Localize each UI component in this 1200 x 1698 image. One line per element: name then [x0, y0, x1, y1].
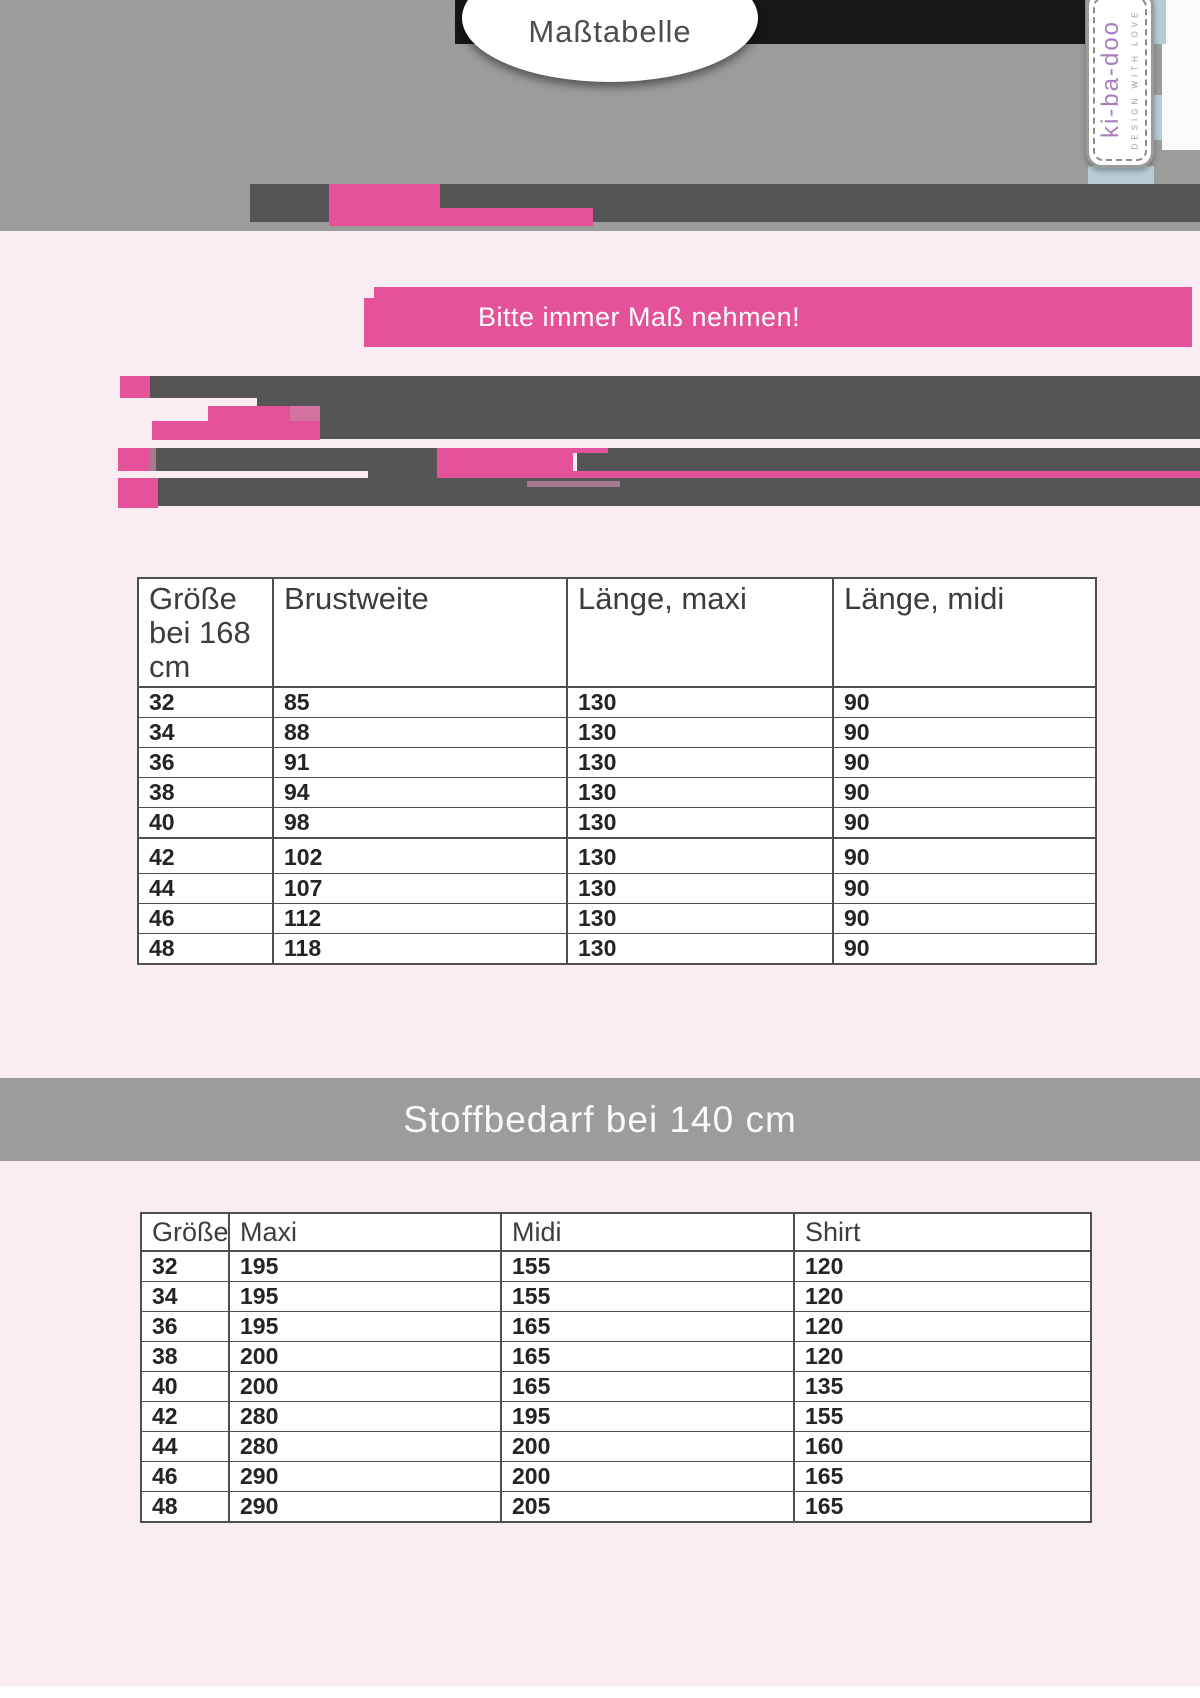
table-cell: 200: [229, 1372, 501, 1402]
header-row: [138, 578, 1096, 687]
table-cell: 135: [794, 1372, 1091, 1402]
redaction-bar: [152, 421, 320, 440]
table-row: [138, 873, 1096, 903]
table-row: [141, 1342, 1091, 1372]
redaction-bar: [577, 448, 1200, 471]
page-title: Maßtabelle: [528, 14, 692, 49]
fabric-table: [140, 1212, 1092, 1523]
table-cell: 48: [141, 1492, 229, 1523]
table-cell: 195: [229, 1282, 501, 1312]
table-cell: 98: [273, 808, 567, 839]
redaction-bar: [208, 406, 290, 422]
table-cell: 90: [833, 687, 1096, 718]
column-header: Maxi: [229, 1213, 501, 1251]
brand-name: ki-ba-doo: [1097, 19, 1124, 139]
table-cell: 107: [273, 873, 567, 903]
table-cell: 90: [833, 808, 1096, 839]
column-header: Größe: [141, 1213, 229, 1251]
table-row: [141, 1402, 1091, 1432]
redaction-bar: [158, 478, 1200, 506]
redaction-bar: [150, 376, 1200, 398]
table-row: [141, 1251, 1091, 1282]
table-row: [141, 1282, 1091, 1312]
table-cell: 88: [273, 718, 567, 748]
table-cell: 112: [273, 903, 567, 933]
table-cell: 205: [501, 1492, 794, 1523]
table-row: [138, 687, 1096, 718]
table-cell: 120: [794, 1312, 1091, 1342]
table-cell: 40: [138, 808, 273, 839]
page-bottom-margin: [0, 1686, 1200, 1698]
table-cell: 165: [501, 1342, 794, 1372]
table-row: [141, 1312, 1091, 1342]
table-cell: 130: [567, 903, 833, 933]
table-cell: 160: [794, 1432, 1091, 1462]
fabric-section-band: [0, 1078, 1200, 1161]
size-table-container: [137, 577, 1097, 965]
table-cell: 130: [567, 873, 833, 903]
table-cell: 90: [833, 838, 1096, 873]
table-row: [141, 1462, 1091, 1492]
table-cell: 90: [833, 903, 1096, 933]
table-cell: 195: [501, 1402, 794, 1432]
redaction-bar: [527, 481, 620, 487]
table-cell: 44: [141, 1432, 229, 1462]
table-cell: 36: [138, 748, 273, 778]
corner-background: [1162, 0, 1200, 150]
table-cell: 90: [833, 873, 1096, 903]
table-cell: 32: [141, 1251, 229, 1282]
table-cell: 120: [794, 1342, 1091, 1372]
table-cell: 34: [138, 718, 273, 748]
table-cell: 200: [501, 1462, 794, 1492]
column-header: Shirt: [794, 1213, 1091, 1251]
table-cell: 46: [138, 903, 273, 933]
table-row: [138, 838, 1096, 873]
table-cell: 91: [273, 748, 567, 778]
table-cell: 38: [138, 778, 273, 808]
table-cell: 195: [229, 1312, 501, 1342]
table-cell: 290: [229, 1492, 501, 1523]
table-cell: 195: [229, 1251, 501, 1282]
table-cell: 42: [138, 838, 273, 873]
notice-text: Bitte immer Maß nehmen!: [478, 302, 801, 332]
table-cell: 200: [229, 1342, 501, 1372]
table-cell: 34: [141, 1282, 229, 1312]
table-cell: 130: [567, 933, 833, 964]
redaction-bar: [368, 471, 437, 478]
column-header: Midi: [501, 1213, 794, 1251]
table-row: [141, 1492, 1091, 1523]
table-cell: 120: [794, 1251, 1091, 1282]
table-cell: 155: [501, 1282, 794, 1312]
fabric-table-container: [140, 1212, 1092, 1523]
table-cell: 280: [229, 1432, 501, 1462]
table-cell: 290: [229, 1462, 501, 1492]
table-cell: 130: [567, 838, 833, 873]
notice-banner-notch: [364, 287, 374, 298]
table-row: [138, 933, 1096, 964]
table-row: [138, 748, 1096, 778]
table-cell: 48: [138, 933, 273, 964]
redaction-bar: [437, 471, 1200, 478]
table-cell: 165: [794, 1462, 1091, 1492]
table-cell: 165: [501, 1372, 794, 1402]
table-cell: 36: [141, 1312, 229, 1342]
table-cell: 130: [567, 748, 833, 778]
table-cell: 90: [833, 778, 1096, 808]
redaction-bar: [573, 448, 608, 453]
table-row: [138, 808, 1096, 839]
table-cell: 38: [141, 1342, 229, 1372]
redaction-bar: [120, 376, 150, 398]
notice-banner: [364, 287, 1192, 347]
table-cell: 130: [567, 778, 833, 808]
table-cell: 200: [501, 1432, 794, 1462]
column-header: Länge, maxi: [567, 578, 833, 687]
table-cell: 280: [229, 1402, 501, 1432]
table-cell: 102: [273, 838, 567, 873]
table-cell: 130: [567, 808, 833, 839]
column-header: Länge, midi: [833, 578, 1096, 687]
table-cell: 118: [273, 933, 567, 964]
redaction-bar: [118, 478, 158, 508]
table-row: [138, 778, 1096, 808]
table-row: [141, 1432, 1091, 1462]
table-row: [141, 1372, 1091, 1402]
table-cell: 120: [794, 1282, 1091, 1312]
table-row: [138, 903, 1096, 933]
size-table: [137, 577, 1097, 965]
column-header: Größe bei 168 cm: [138, 578, 273, 687]
table-cell: 94: [273, 778, 567, 808]
redaction-bar: [290, 406, 320, 422]
table-cell: 32: [138, 687, 273, 718]
table-cell: 155: [794, 1402, 1091, 1432]
table-cell: 40: [141, 1372, 229, 1402]
table-cell: 44: [138, 873, 273, 903]
table-cell: 130: [567, 687, 833, 718]
table-cell: 46: [141, 1462, 229, 1492]
brand-tagline: DESIGN WITH LOVE: [1130, 8, 1140, 150]
table-cell: 90: [833, 933, 1096, 964]
table-cell: 42: [141, 1402, 229, 1432]
table-row: [138, 718, 1096, 748]
column-header: Brustweite: [273, 578, 567, 687]
redaction-bar: [257, 398, 1200, 439]
table-cell: 165: [501, 1312, 794, 1342]
table-cell: 85: [273, 687, 567, 718]
table-cell: 155: [501, 1251, 794, 1282]
brand-badge: [1086, 0, 1154, 168]
fabric-section-title: Stoffbedarf bei 140 cm: [403, 1098, 797, 1140]
table-cell: 90: [833, 748, 1096, 778]
redaction-bar: [156, 448, 437, 471]
table-cell: 130: [567, 718, 833, 748]
table-cell: 165: [794, 1492, 1091, 1523]
redaction-bar: [118, 448, 150, 471]
redaction-bar: [329, 208, 593, 226]
header-row: [141, 1213, 1091, 1251]
table-cell: 90: [833, 718, 1096, 748]
